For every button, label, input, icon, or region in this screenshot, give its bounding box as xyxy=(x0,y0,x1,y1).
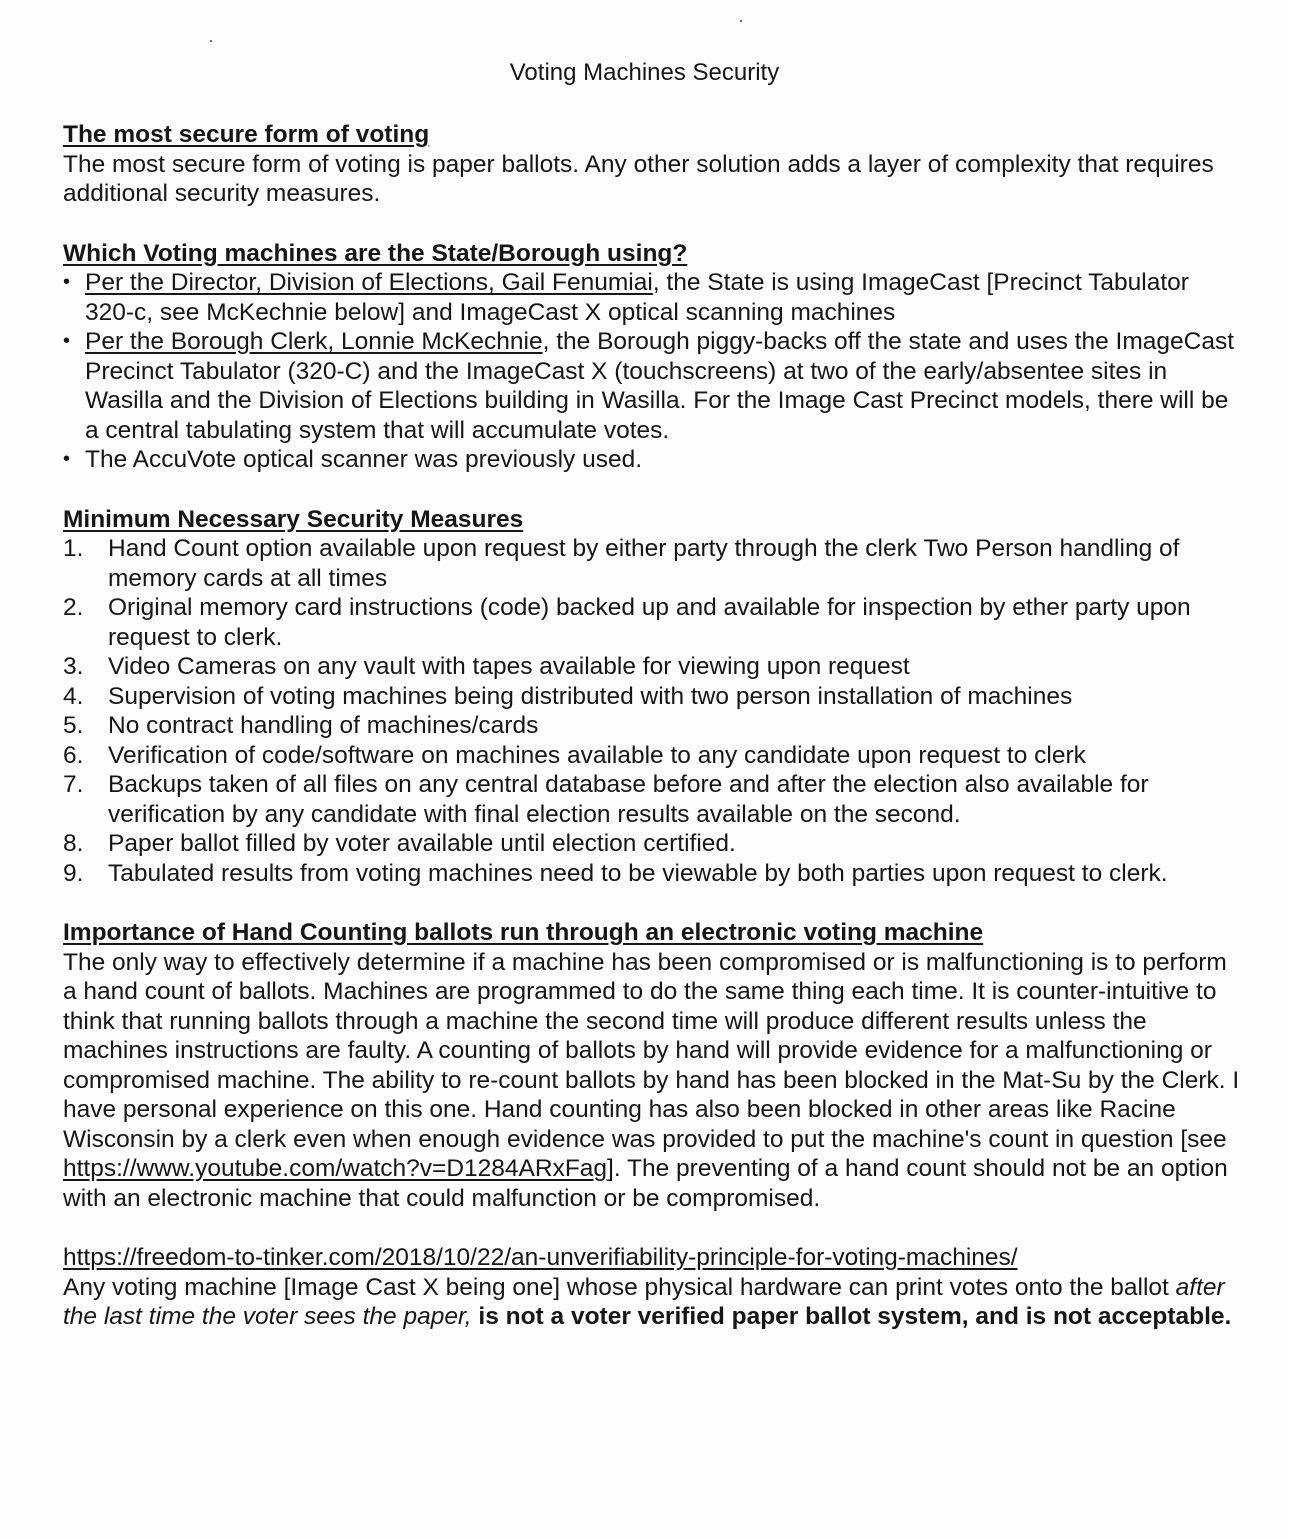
list-item xyxy=(63,327,1243,445)
list-item-text: Original memory card instructions (code) backed up and available for inspection by ether party upon request to clerk. xyxy=(108,594,1191,651)
list-item-text: Verification of code/software on machines available to any candidate upon request to clerk xyxy=(108,741,1086,769)
scan-speck xyxy=(740,20,742,22)
list-number: 8. xyxy=(63,830,84,857)
list-number: 9. xyxy=(63,859,84,887)
list-item xyxy=(63,711,1243,741)
machines-bullet-list xyxy=(63,268,1243,475)
paragraph-text: Any voting machine [Image Cast X being one] whose physical hardware can print votes onto the ballot xyxy=(63,1273,1176,1301)
list-item xyxy=(63,829,1243,859)
italic-text: after the last time the voter sees the paper, xyxy=(63,1273,1225,1330)
section-text-handcount xyxy=(63,948,1243,1214)
section-heading-handcount: Importance of Hand Counting ballots run through an electronic voting machine xyxy=(63,919,984,946)
scan-speck xyxy=(210,40,212,42)
list-item xyxy=(63,445,1243,475)
section-heading-machines: Which Voting machines are the State/Borough using? xyxy=(63,239,688,267)
list-item-text: Backups taken of all files on any central database before and after the election also available for verification by any candidate with final election results available on the second. xyxy=(108,771,1149,828)
list-item xyxy=(63,741,1243,771)
list-item-text: , the Borough piggy-backs off the state and uses the ImageCast Precinct Tabulator (320-C) and the ImageCast X (touchscreens) at two of the early/absentee sites in Wasilla and the Division of Elections building in Wasilla. For the Image Cast Precinct models, there will be a central tabulating system that will accumulate votes. xyxy=(85,328,1235,444)
list-number: 1. xyxy=(63,535,84,562)
list-item-text: Paper ballot filled by voter available until election certified. xyxy=(108,830,736,857)
list-item xyxy=(63,770,1243,829)
list-item xyxy=(63,534,1243,593)
document-title: Voting Machines Security xyxy=(509,59,780,86)
bold-text: is not a voter verified paper ballot system, and is not acceptable. xyxy=(471,1303,1232,1330)
list-number: 2. xyxy=(63,594,84,621)
list-number: 5. xyxy=(63,712,84,739)
list-item-text: Supervision of voting machines being distributed with two person installation of machines xyxy=(108,682,1073,710)
paragraph-text: ]. The preventing of a hand count should not be an option with an electronic machine that could malfunction or be compromised. xyxy=(63,1155,1228,1212)
freedom-to-tinker-link[interactable]: https://freedom-to-tinker.com/2018/10/22/an-unverifiability-principle-for-voting-machines/ xyxy=(63,1244,1018,1271)
paragraph-text: The only way to effectively determine if a machine has been compromised or is malfunctioning is to perform a hand count of ballots. Machines are programmed to do the same thing each time. It is counter-intuitive to think that running ballots through a machine the second time will produce different results unless the machines instructions are faulty. A counting of ballots by hand will provide evidence for a malfunctioning or compromised machine. The ability to re-count ballots by hand has been blocked in the Mat-Su by the Clerk. I have personal experience on this one. Hand counting has also been blocked in other areas like Racine Wisconsin by a clerk even when enough evidence was provided to put the machine's count in question [see xyxy=(63,948,1240,1153)
youtube-link[interactable]: https://www.youtube.com/watch?v=D1284ARxFag xyxy=(63,1155,608,1182)
director-reference: Per the Director, Division of Elections, Gail Fenumiai xyxy=(85,269,653,296)
measures-numbered-list xyxy=(63,534,1243,888)
list-item-text: Video Cameras on any vault with tapes available for viewing upon request xyxy=(108,653,910,680)
list-item xyxy=(63,859,1243,889)
list-item xyxy=(63,682,1243,712)
list-item-text: No contract handling of machines/cards xyxy=(108,712,539,739)
unverifiability-text xyxy=(63,1273,1243,1332)
unverifiability-section xyxy=(63,1243,1243,1273)
section-heading-measures: Minimum Necessary Security Measures xyxy=(63,505,524,533)
list-item xyxy=(63,268,1243,327)
section-text-secure: The most secure form of voting is paper ballots. Any other solution adds a layer of complexity that requires additional security measures. xyxy=(63,150,1214,207)
list-item xyxy=(63,652,1243,682)
list-item-text: Tabulated results from voting machines need to be viewable by both parties upon request to clerk. xyxy=(108,859,1168,887)
list-number: 7. xyxy=(63,771,84,798)
list-item-text: Hand Count option available upon request by either party through the clerk Two Person handling of memory cards at all times xyxy=(108,535,1180,592)
section-heading-secure: The most secure form of voting xyxy=(63,121,430,148)
list-item-text: , the State is using ImageCast [Precinct Tabulator 320-c, see McKechnie below] and ImageCast X optical scanning machines xyxy=(85,269,1189,326)
list-item xyxy=(63,593,1243,652)
list-number: 6. xyxy=(63,741,84,769)
list-number: 3. xyxy=(63,653,84,680)
clerk-reference: Per the Borough Clerk, Lonnie McKechnie xyxy=(85,328,543,355)
document-body xyxy=(63,120,1243,1332)
list-number: 4. xyxy=(63,682,84,710)
list-item-text: The AccuVote optical scanner was previously used. xyxy=(85,446,643,473)
